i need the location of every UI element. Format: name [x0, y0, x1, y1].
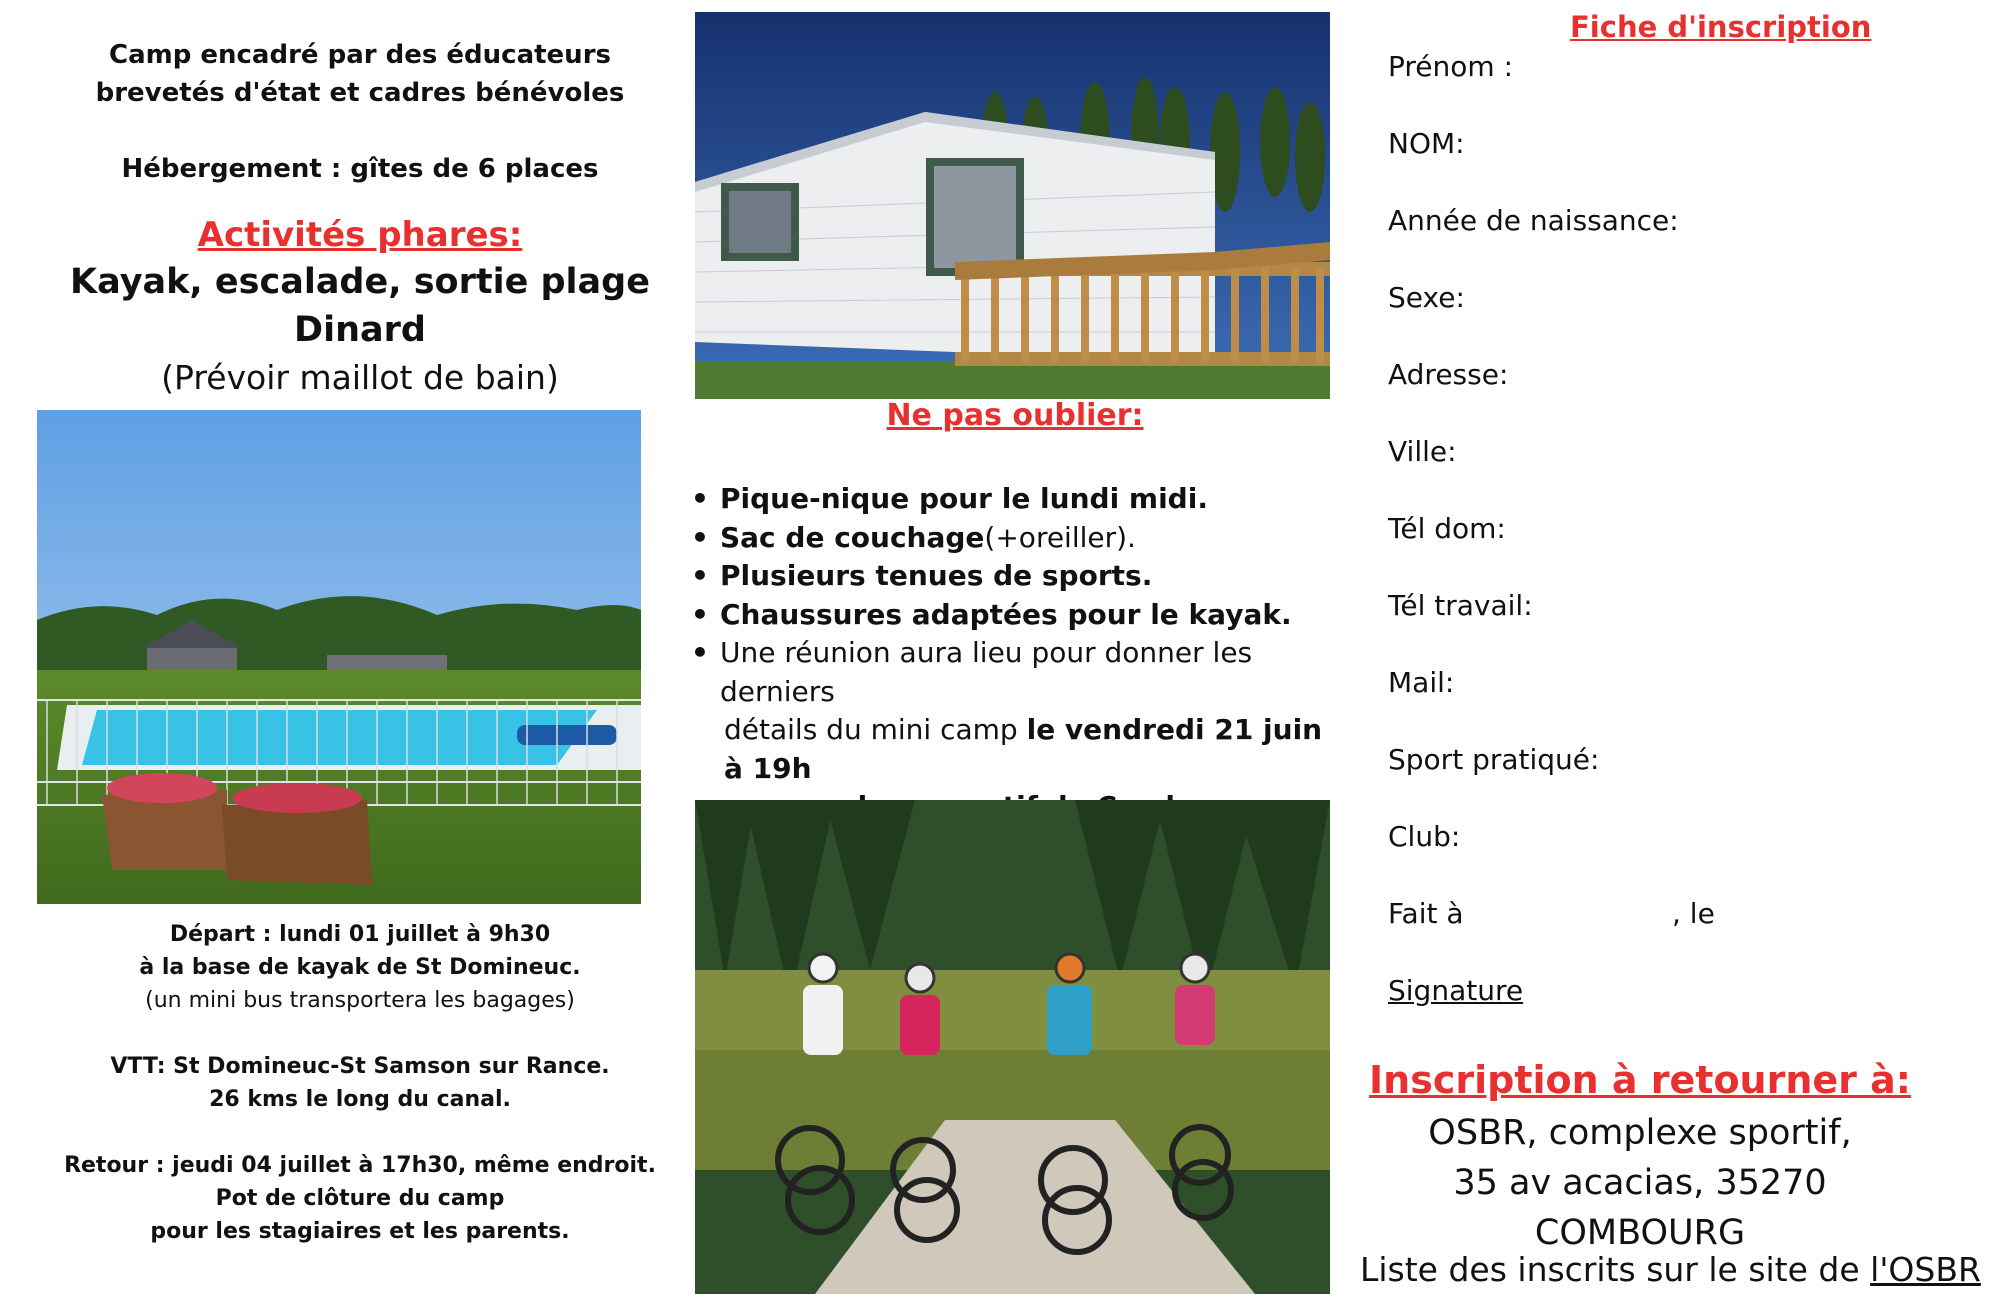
departure-line-2: à la base de kayak de St Domineuc.: [139, 955, 581, 980]
item-text: Chaussures adaptées pour le kayak.: [720, 597, 1292, 631]
osbr-link[interactable]: l'OSBR: [1870, 1250, 1981, 1289]
activities-title: Activités phares:: [197, 215, 523, 255]
field-work-phone: Tél travail:: [1388, 589, 1533, 622]
field-email: Mail:: [1388, 666, 1455, 699]
activities-list: Kayak, escalade, sortie plage Dinard: [70, 262, 650, 350]
field-made-at: Fait à: [1388, 897, 1464, 930]
forget-title: Ne pas oublier:: [886, 398, 1144, 433]
list-item: [685, 480, 1345, 519]
field-firstname: Prénom :: [1388, 50, 1514, 83]
staff-line-1: Camp encadré par des éducateurs: [109, 40, 611, 70]
item-text: Pique-nique pour le lundi midi.: [720, 482, 1208, 515]
meeting-date: le vendredi 21 juin à 19h: [724, 713, 1323, 785]
form-title: Fiche d'inscription: [1570, 10, 1872, 44]
staff-line-2: brevetés d'état et cadres bénévoles: [95, 78, 625, 108]
registrants-text: Liste des inscrits sur le site de: [1360, 1250, 1871, 1289]
meeting-text-1: Une réunion aura lieu pour donner les derniers: [720, 636, 1253, 708]
field-address: Adresse:: [1388, 358, 1509, 391]
field-home-phone: Tél dom:: [1388, 512, 1506, 545]
address-line-1: OSBR, complexe sportif,: [1428, 1113, 1852, 1153]
activities-note: (Prévoir maillot de bain): [161, 358, 559, 397]
housing-text: Hébergement : gîtes de 6 places: [121, 154, 599, 184]
vtt-line-2: 26 kms le long du canal.: [209, 1087, 511, 1112]
departure-note: (un mini bus transportera les bagages): [145, 988, 575, 1013]
schedule-block: [20, 918, 700, 1248]
item-note: (+oreiller).: [984, 520, 1136, 554]
item-text: Plusieurs tenues de sports.: [720, 559, 1153, 592]
field-sex: Sexe:: [1388, 281, 1465, 314]
field-date: , le: [1672, 897, 1715, 930]
field-club: Club:: [1388, 820, 1461, 853]
meeting-text-2: détails du mini camp: [724, 713, 1027, 746]
return-address: [1360, 1108, 1920, 1258]
return-title: Inscription à retourner à:: [1369, 1058, 1911, 1102]
field-lastname: NOM:: [1388, 127, 1465, 160]
list-item: [685, 519, 1345, 558]
return-line-1: Retour : jeudi 04 juillet à 17h30, même endroit.: [64, 1153, 656, 1178]
address-line-2: 35 av acacias, 35270 COMBOURG: [1453, 1163, 1827, 1253]
field-signature: Signature: [1388, 974, 1524, 1007]
list-item: [685, 596, 1345, 635]
mountain-bikers-photo: [695, 800, 1330, 1294]
list-item: [685, 557, 1345, 596]
field-sport: Sport pratiqué:: [1388, 743, 1600, 776]
vtt-line-1: VTT: St Domineuc-St Samson sur Rance.: [110, 1054, 610, 1079]
return-line-3: pour les stagiaires et les parents.: [150, 1219, 570, 1244]
registrants-line: [1360, 1250, 1981, 1289]
item-text: Sac de couchage: [720, 520, 985, 554]
mobile-home-photo: [695, 12, 1330, 399]
swimming-pool-photo: [37, 410, 641, 904]
field-birth-year: Année de naissance:: [1388, 204, 1679, 237]
field-city: Ville:: [1388, 435, 1457, 468]
departure-line-1: Départ : lundi 01 juillet à 9h30: [169, 922, 551, 947]
left-info-block: [20, 36, 700, 402]
return-line-2: Pot de clôture du camp: [215, 1186, 505, 1211]
